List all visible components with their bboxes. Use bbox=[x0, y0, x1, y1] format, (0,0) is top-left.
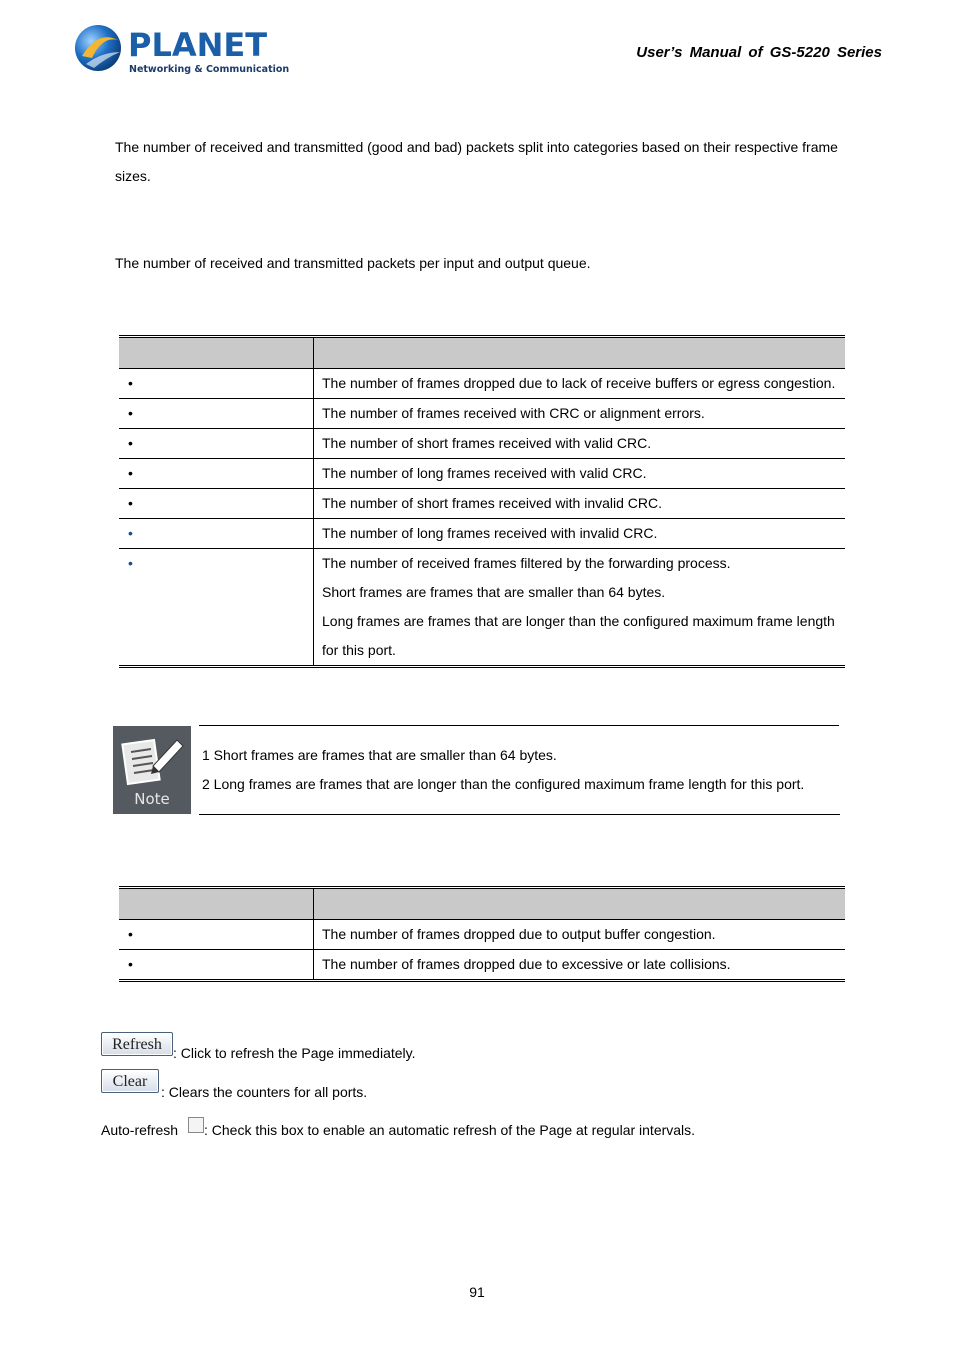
bullet: • bbox=[128, 375, 133, 391]
manual-title: User’s Manual of GS-5220 Series bbox=[636, 44, 882, 61]
note-line-2: 2 Long frames are frames that are longer than the configured maximum frame length for this port. bbox=[202, 776, 805, 792]
long-frame-definition: Long frames are frames that are longer than the configured maximum frame length for this port. bbox=[322, 613, 835, 658]
note-icon bbox=[113, 726, 191, 814]
short-frame-definition: Short frames are frames that are smaller than 64 bytes. bbox=[322, 584, 666, 600]
svg-text:Networking & Communication: Networking & Communication bbox=[129, 64, 290, 75]
note-bottom-rule bbox=[199, 814, 840, 815]
note-top-rule bbox=[199, 725, 839, 726]
table-row bbox=[119, 429, 845, 459]
table-header-row bbox=[119, 337, 845, 369]
row-description: The number of short frames received with valid CRC. bbox=[322, 435, 652, 451]
note-line-1: 1 Short frames are frames that are smaller than 64 bytes. bbox=[202, 747, 557, 763]
bullet: • bbox=[128, 465, 133, 481]
table-row bbox=[119, 549, 845, 667]
row-description: The number of received frames filtered by the forwarding process. bbox=[322, 555, 731, 571]
bullet: • bbox=[128, 435, 133, 451]
header-cell-description bbox=[314, 337, 846, 369]
planet-logo bbox=[72, 22, 290, 78]
table-row bbox=[119, 950, 845, 981]
table-row bbox=[119, 369, 845, 399]
svg-text:PLANET: PLANET bbox=[128, 26, 268, 64]
row-description: The number of frames dropped due to output buffer congestion. bbox=[322, 926, 716, 942]
row-description: The number of short frames received with invalid CRC. bbox=[322, 495, 663, 511]
table-row bbox=[119, 489, 845, 519]
page-number: 91 bbox=[469, 1284, 485, 1300]
row-description: The number of long frames received with invalid CRC. bbox=[322, 525, 658, 541]
table-row bbox=[119, 519, 845, 549]
row-description: The number of frames dropped due to lack of receive buffers or egress congestion. bbox=[322, 375, 836, 391]
refresh-description: : Click to refresh the Page immediately. bbox=[173, 1045, 416, 1061]
row-description: The number of frames dropped due to excessive or late collisions. bbox=[322, 956, 731, 972]
table-row bbox=[119, 399, 845, 429]
auto-refresh-label: Auto-refresh bbox=[101, 1122, 179, 1138]
table-header-row bbox=[119, 888, 845, 920]
header-cell-object bbox=[119, 337, 314, 369]
bullet: • bbox=[128, 495, 133, 511]
bullet: • bbox=[128, 555, 133, 571]
note-text bbox=[202, 741, 842, 799]
clear-button[interactable]: Clear bbox=[101, 1069, 159, 1093]
bullet: • bbox=[128, 525, 133, 541]
row-description: The number of frames received with CRC or alignment errors. bbox=[322, 405, 705, 421]
header-cell-object bbox=[119, 888, 314, 920]
frame-size-paragraph: The number of received and transmitted (good and bad) packets split into categories based on their respective frame sizes. bbox=[115, 139, 838, 184]
queue-paragraph: The number of received and transmitted packets per input and output queue. bbox=[115, 255, 591, 271]
auto-refresh-checkbox[interactable] bbox=[188, 1117, 204, 1133]
rx-error-counters-table bbox=[119, 335, 845, 668]
auto-refresh-description: : Check this box to enable an automatic refresh of the Page at regular intervals. bbox=[204, 1122, 696, 1138]
bullet: • bbox=[128, 926, 133, 942]
clear-description: : Clears the counters for all ports. bbox=[161, 1084, 368, 1100]
tx-error-counters-table bbox=[119, 886, 845, 982]
header-cell-description bbox=[314, 888, 846, 920]
table-row bbox=[119, 920, 845, 950]
svg-text:Note: Note bbox=[134, 790, 170, 808]
row-description: The number of long frames received with valid CRC. bbox=[322, 465, 647, 481]
table-row bbox=[119, 459, 845, 489]
bullet: • bbox=[128, 956, 133, 972]
bullet: • bbox=[128, 405, 133, 421]
refresh-button[interactable]: Refresh bbox=[101, 1032, 173, 1056]
